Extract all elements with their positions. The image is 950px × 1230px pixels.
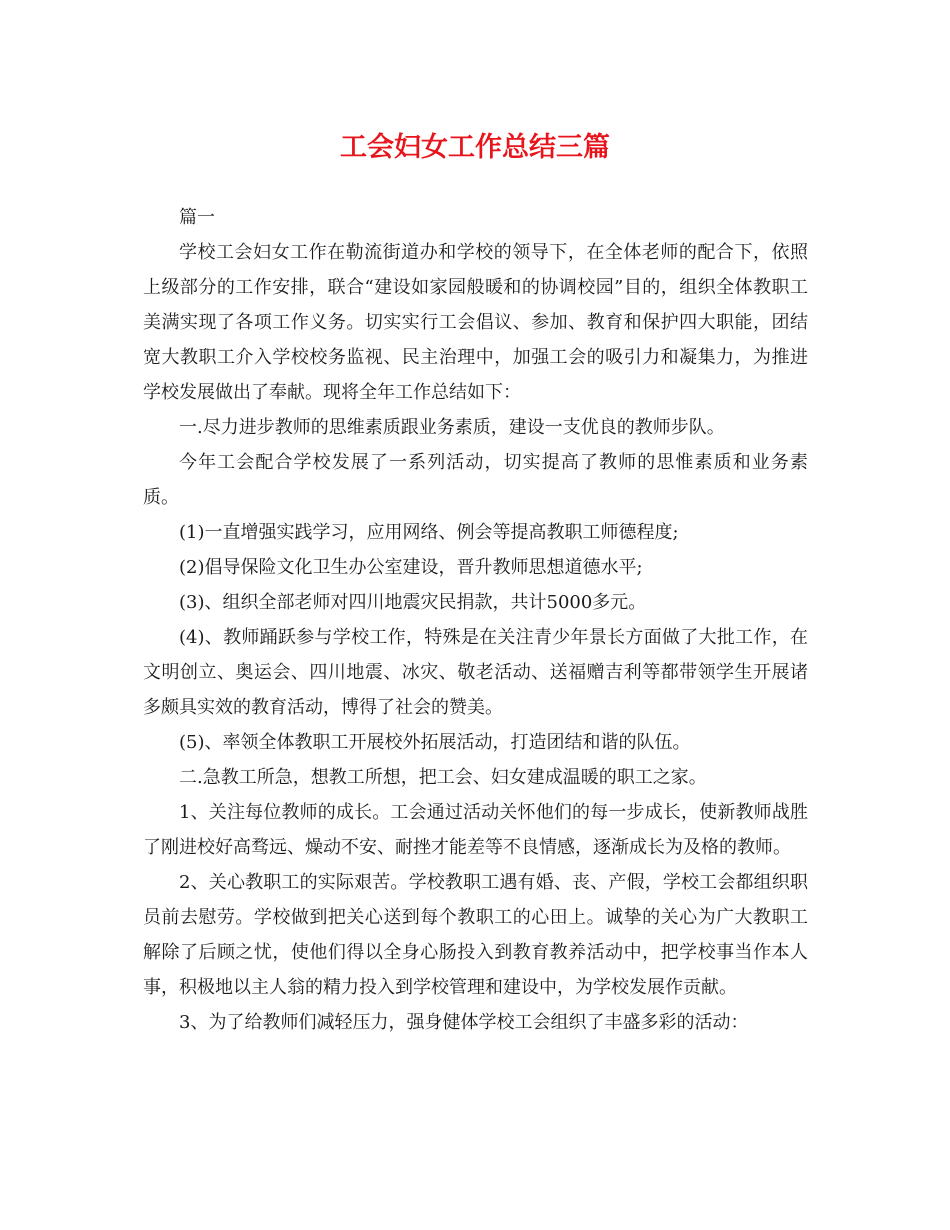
paragraph: (4)、教师踊跃参与学校工作，特殊是在关注青少年景长方面做了大批工作，在文明创立、奥运会、四川地震、冰灾、敬老活动、送福赠吉利等都带领学生开展诸多颇具实效的教育活动，博得了社会的赞美。 <box>143 627 808 718</box>
document-body <box>143 200 808 1040</box>
paragraph: 1、关注每位教师的成长。工会通过活动关怀他们的每一步成长，使新教师战胜了刚进校好高骛远、燥动不安、耐挫才能差等不良情感，逐渐成长为及格的教师。 <box>143 802 808 858</box>
document-title: 工会妇女工作总结三篇 <box>340 132 610 163</box>
paragraph: 二.急教工所急，想教工所想，把工会、妇女建成温暖的职工之家。 <box>179 767 707 788</box>
paragraph: 一.尽力进步教师的思维素质跟业务素质，建设一支优良的教师步队。 <box>179 417 725 438</box>
paragraph: (2)倡导保险文化卫生办公室建设，晋升教师思想道德水平; <box>179 557 643 578</box>
section-heading: 篇一 <box>179 207 215 228</box>
paragraph: 学校工会妇女工作在勒流街道办和学校的领导下，在全体老师的配合下，依照上级部分的工作安排，联合“建设如家园般暖和的协调校园”目的，组织全体教职工美满实现了各项工作义务。切实实行工会倡议、参加、教育和保护四大职能，团结宽大教职工介入学校校务监视、民主治理中，加强工会的吸引力和凝集力，为推进学校发展做出了奉献。现将全年工作总结如下： <box>143 242 808 403</box>
paragraph: (3)、组织全部老师对四川地震灾民捐款，共计5000多元。 <box>179 592 647 613</box>
paragraph: 3、为了给教师们减轻压力，强身健体学校工会组织了丰盛多彩的活动： <box>179 1012 749 1033</box>
paragraph: (5)、率领全体教职工开展校外拓展活动，打造团结和谐的队伍。 <box>179 732 691 753</box>
paragraph: (1)一直增强实践学习，应用网络、例会等提高教职工师德程度; <box>179 522 679 543</box>
paragraph: 今年工会配合学校发展了一系列活动，切实提高了教师的思惟素质和业务素质。 <box>143 452 808 508</box>
paragraph: 2、关心教职工的实际艰苦。学校教职工遇有婚、丧、产假，学校工会都组织职员前去慰劳。学校做到把关心送到每个教职工的心田上。诚挚的关心为广大教职工解除了后顾之忧，使他们得以全身心肠投入到教育教养活动中，把学校事当作本人事，积极地以主人翁的精力投入到学校管理和建设中，为学校发展作贡献。 <box>143 872 808 998</box>
